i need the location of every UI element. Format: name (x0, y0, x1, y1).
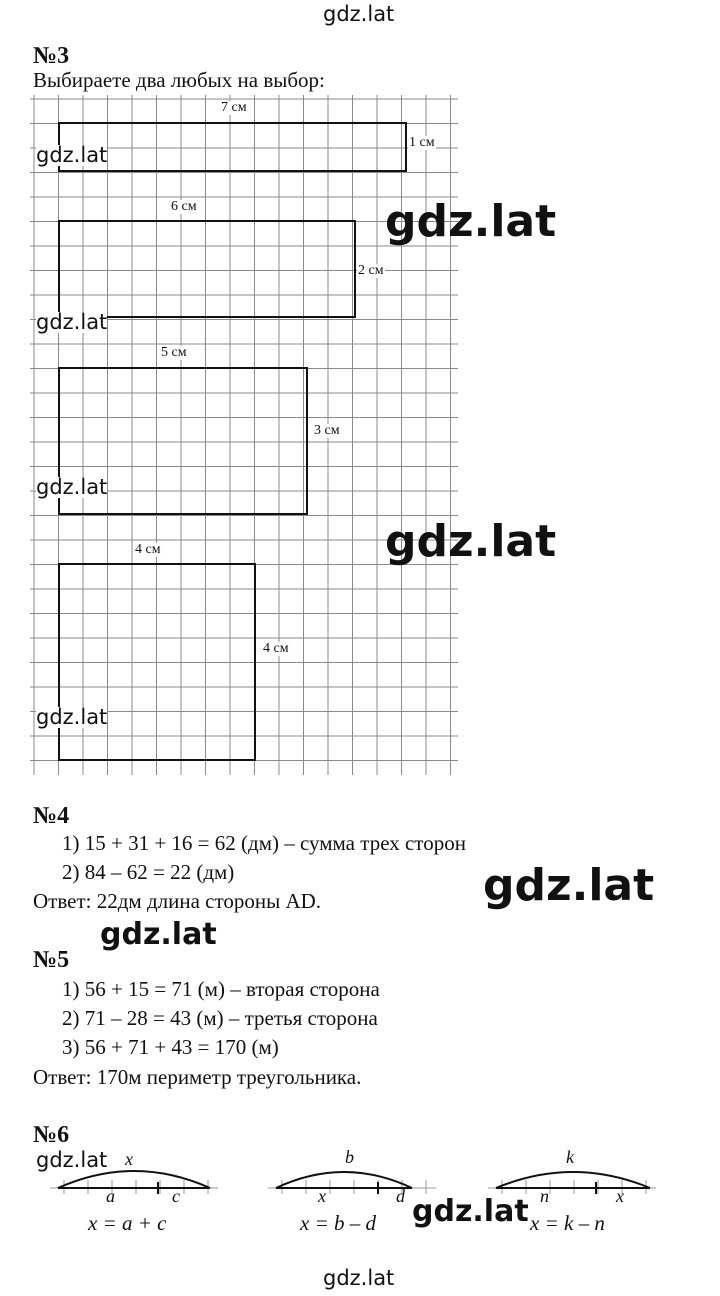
task4-answer: Ответ: 22дм длина стороны AD. (33, 889, 322, 913)
rect1-side-label: 1 см (409, 135, 435, 150)
watermark-large-1: gdz.lat (385, 196, 557, 247)
rect4-side-label: 4 см (263, 641, 289, 656)
rectangle-4x4 (58, 563, 256, 761)
watermark-grid-2: gdz.lat (36, 310, 108, 334)
diagram1-right-var: c (172, 1186, 180, 1206)
diagram2-formula: x = b – d (300, 1211, 376, 1235)
rect2-side-label: 2 см (358, 263, 384, 278)
diagram3-formula: x = k – n (530, 1211, 605, 1235)
diagram3-top-var: k (566, 1147, 574, 1167)
watermark-bottom: gdz.lat (323, 1266, 395, 1290)
task5-number: №5 (33, 947, 70, 973)
rectangle-7x1 (58, 122, 407, 172)
watermark-task6: gdz.lat (36, 1148, 108, 1172)
task3-number: №3 (33, 43, 70, 69)
task3-intro: Выбираете два любых на выбор: (33, 68, 325, 92)
watermark-top: gdz.lat (323, 2, 395, 26)
watermark-large-3: gdz.lat (483, 860, 655, 911)
watermark-medium-1: gdz.lat (100, 917, 217, 952)
rect3-top-label: 5 см (161, 345, 187, 360)
rect1-top-label: 7 см (221, 100, 247, 115)
task5-step-3: 3) 56 + 71 + 43 = 170 (м) (62, 1035, 279, 1059)
diagram1-left-var: a (106, 1186, 115, 1206)
diagram1-formula: x = a + c (88, 1211, 167, 1235)
diagram3-right-var: x (616, 1186, 624, 1206)
rect2-top-label: 6 см (171, 199, 197, 214)
diagram2-left-var: x (318, 1186, 326, 1206)
diagram3-left-var: n (540, 1186, 549, 1206)
task5-step-1: 1) 56 + 15 = 71 (м) – вторая сторона (62, 977, 380, 1001)
watermark-grid-1: gdz.lat (36, 143, 108, 167)
watermark-grid-4: gdz.lat (36, 705, 108, 729)
diagram2-right-var: d (396, 1186, 405, 1206)
watermark-medium-2: gdz.lat (412, 1194, 529, 1229)
rect4-top-label: 4 см (135, 542, 161, 557)
diagram1-top-var: x (125, 1149, 133, 1169)
task5-answer: Ответ: 170м периметр треугольника. (33, 1065, 362, 1089)
watermark-large-2: gdz.lat (385, 516, 557, 567)
diagram2-top-var: b (345, 1147, 354, 1167)
task4-step-2: 2) 84 – 62 = 22 (дм) (62, 860, 235, 884)
task6-number: №6 (33, 1122, 70, 1148)
task4-step-1: 1) 15 + 31 + 16 = 62 (дм) – сумма трех сторон (62, 831, 466, 855)
rectangle-6x2 (58, 220, 356, 318)
task5-step-2: 2) 71 – 28 = 43 (м) – третья сторона (62, 1006, 378, 1030)
task4-number: №4 (33, 803, 70, 829)
watermark-grid-3: gdz.lat (36, 475, 108, 499)
rect3-side-label: 3 см (314, 423, 340, 438)
